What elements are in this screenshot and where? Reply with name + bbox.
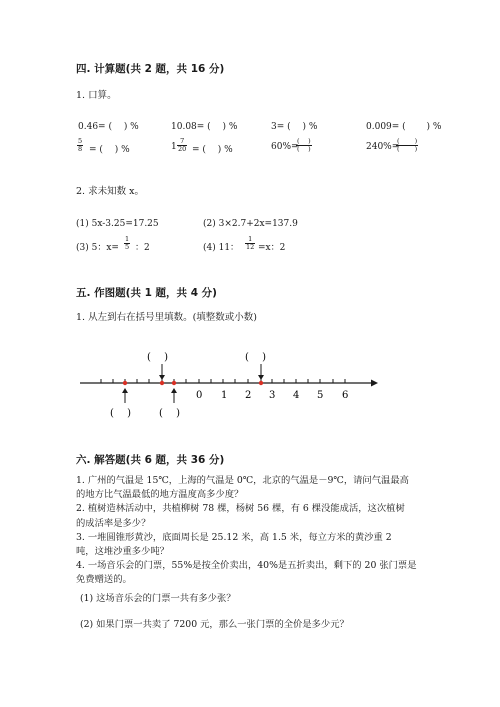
- fraction-one-fifth: $\frac{1}{5}$: [125, 235, 130, 251]
- axis-arrow-icon: [371, 380, 378, 387]
- calc-item-5-rest: = ( ) %: [89, 145, 130, 155]
- section-four-heading: 四. 计算题(共 2 题，共 16 分): [76, 63, 225, 75]
- up-arrow-right-icon: [171, 388, 177, 393]
- point-bottom-left: [123, 381, 127, 385]
- problem-line: 1. 广州的气温是 15℃，上海的气温是 0℃，北京的气温是－9℃，请问气温最高: [76, 475, 409, 486]
- point-bottom-right: [172, 381, 176, 385]
- question-solve-x-title: 2. 求未知数 x。: [76, 186, 144, 197]
- question-numberline-title: 1. 从左到右在括号里填数。(填整数或小数): [76, 312, 257, 323]
- equation-2: (2) 3×2.7+2x=137.9: [203, 219, 298, 229]
- section-five-heading: 五. 作图题(共 1 题，共 4 分): [76, 287, 217, 299]
- axis-label-4: 4: [293, 390, 300, 401]
- point-top-right: [259, 381, 263, 385]
- axis-label-1: 1: [221, 390, 228, 401]
- bottom-blank-right: ( ): [159, 408, 180, 419]
- mixed-number-whole: 1: [171, 142, 177, 152]
- fraction-seven-twentieths: $\frac{7}{20}$: [178, 137, 187, 153]
- question-oral-calc-title: 1. 口算。: [76, 90, 117, 101]
- bottom-blank-left: ( ): [110, 408, 131, 419]
- equation-1: (1) 5x-3.25=17.25: [76, 219, 159, 229]
- axis-label-3: 3: [269, 390, 276, 401]
- sub-question-2: (2) 如果门票一共卖了 7200 元，那么一张门票的全价是多少元？: [80, 619, 349, 630]
- sub-question-1: (1) 这场音乐会的门票一共有多少张？: [80, 593, 236, 604]
- problem-line: 2. 植树造林活动中，共植柳树 78 棵，杨树 56 棵，有 6 棵没能成活，这次植树: [76, 503, 405, 515]
- up-arrow-left-icon: [122, 388, 128, 393]
- problem-line: 的地方比气温最低的地方温度高多少度？: [76, 489, 244, 501]
- problem-line: 免费赠送的。: [76, 574, 132, 586]
- fraction-five-eighths: $\frac{5}{8}$: [78, 137, 83, 153]
- problem-line: 4. 一场音乐会的门票，55%是按全价卖出，40%是五折卖出，剩下的 20 张门票是: [76, 560, 417, 572]
- equation-3-left: (3) 5：x=: [76, 243, 119, 253]
- calc-item-4: 0.009= ( ) %: [366, 122, 442, 132]
- top-blank-left: ( ): [147, 352, 168, 363]
- fraction-blank-7: ( ) ( ): [297, 137, 311, 153]
- problem-line: 3. 一堆圆锥形黄沙，底面周长是 25.12 米，高 1.5 米，每立方米的黄沙重 2: [76, 531, 392, 543]
- calc-item-6-rest: = ( ) %: [192, 145, 233, 155]
- calc-item-7-left: 60%=: [271, 142, 299, 152]
- section-six-heading: 六. 解答题(共 6 题，共 36 分): [76, 454, 225, 466]
- equation-3-right: ：2: [135, 243, 150, 253]
- problem-line: 吨，这堆沙重多少吨？: [76, 546, 169, 558]
- equation-4-left: (4) 11：: [203, 243, 240, 253]
- fraction-blank-8: ( ) ( ): [397, 137, 418, 153]
- calc-item-1: 0.46= ( ) %: [78, 122, 139, 132]
- axis-label-6: 6: [342, 390, 349, 401]
- problem-line: 的成活率是多少？: [76, 517, 151, 529]
- word-problems-block: [76, 474, 417, 588]
- number-line-figure: [0, 340, 500, 425]
- axis-label-0: 0: [196, 390, 203, 401]
- calc-item-8-left: 240%=: [366, 142, 400, 152]
- axis-label-5: 5: [317, 390, 324, 401]
- top-blank-right: ( ): [245, 352, 266, 363]
- axis-label-2: 2: [245, 390, 252, 401]
- fraction-one-twelfth: $\frac{1}{12}$: [246, 235, 255, 251]
- equation-4-right: =x：2: [258, 243, 286, 253]
- calc-item-3: 3= ( ) %: [271, 122, 318, 132]
- calc-item-2: 10.08= ( ) %: [171, 122, 238, 132]
- point-top-left: [160, 381, 164, 385]
